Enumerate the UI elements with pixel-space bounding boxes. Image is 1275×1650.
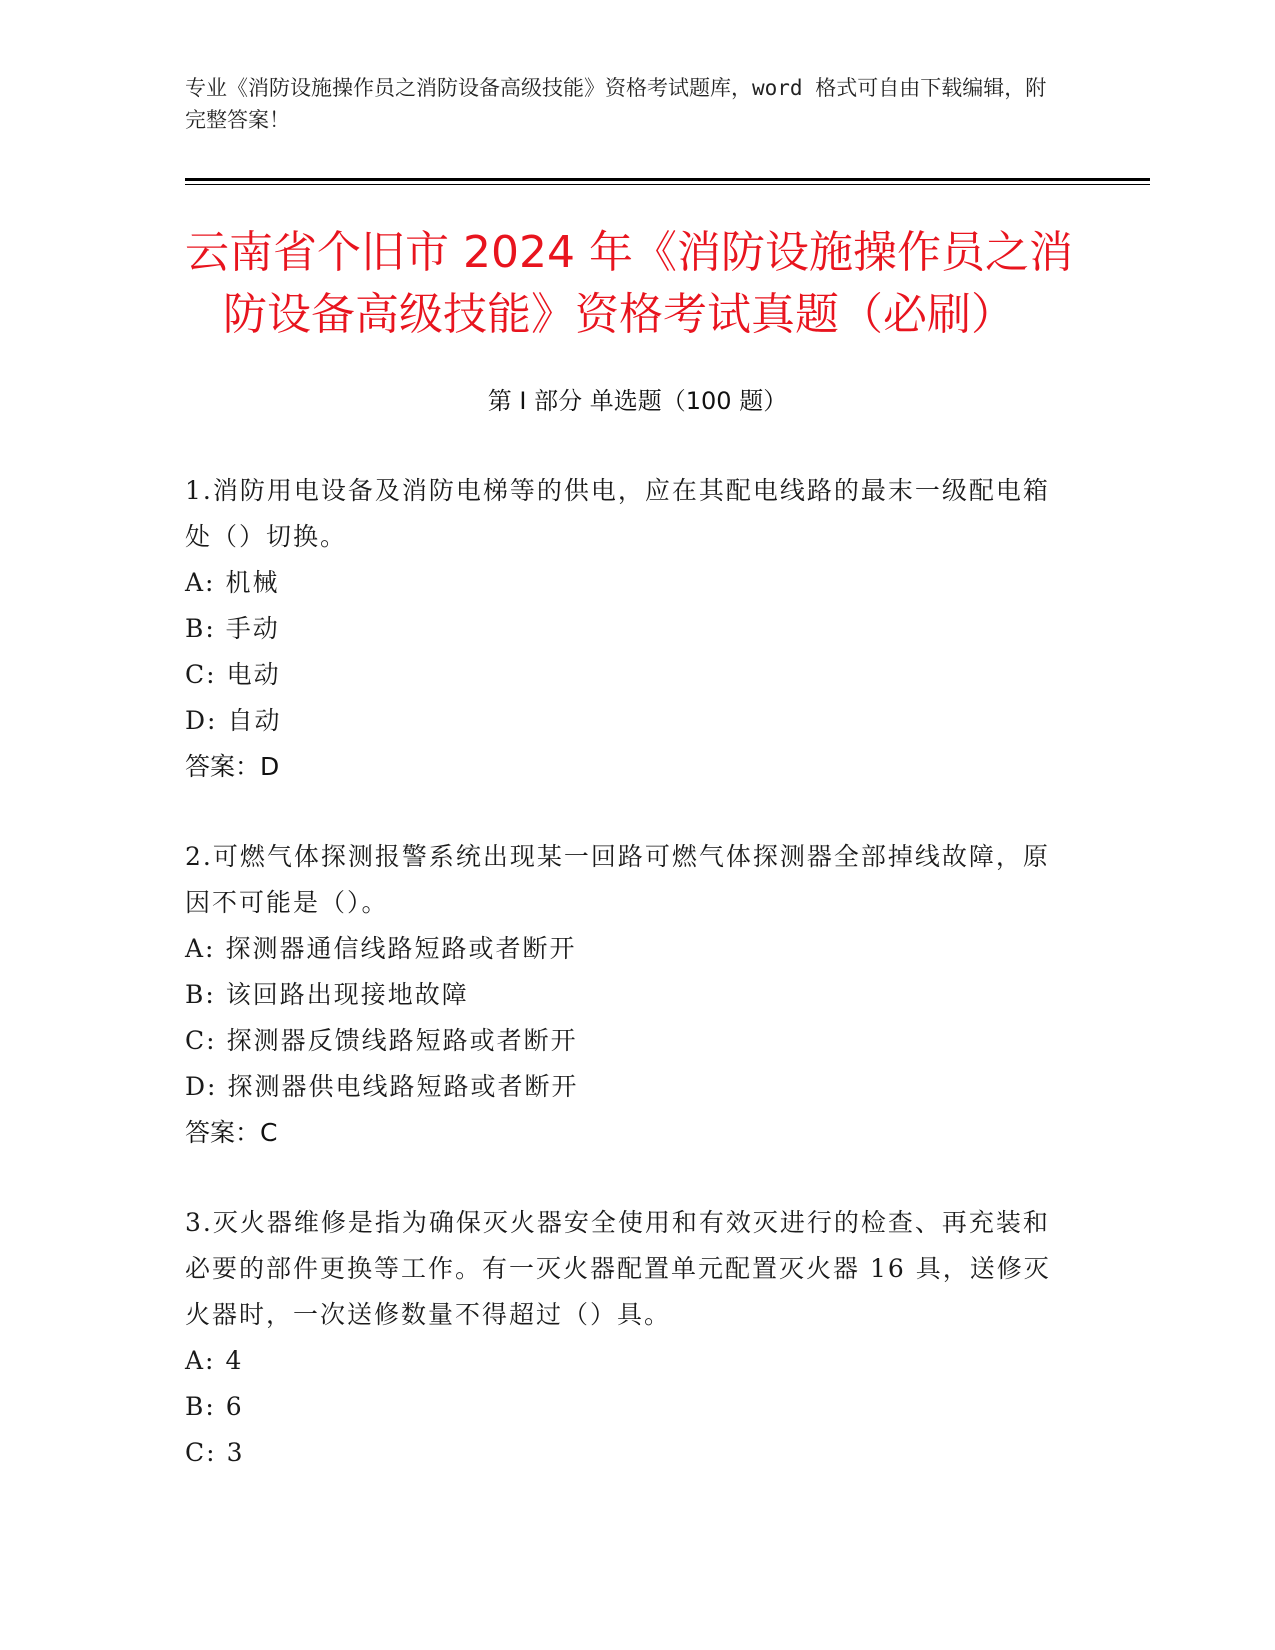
- option-value: 电动: [226, 660, 281, 689]
- question-2: [185, 834, 1065, 1156]
- option-key: C:: [185, 660, 217, 689]
- option-c: [185, 652, 1065, 698]
- option-a: [185, 560, 1065, 606]
- option-key: C:: [185, 1026, 217, 1055]
- option-key: D:: [185, 1072, 218, 1101]
- section-heading: 第 I 部分 单选题（100 题）: [487, 387, 788, 415]
- option-value: 6: [225, 1392, 244, 1421]
- option-value: 探测器反馈线路短路或者断开: [226, 1026, 578, 1055]
- option-key: C:: [185, 1438, 217, 1467]
- question-1: [185, 468, 1065, 790]
- header-divider-thin: [185, 184, 1150, 185]
- option-value: 手动: [225, 614, 280, 643]
- option-key: D:: [185, 706, 218, 735]
- question-text: 3.灭火器维修是指为确保灭火器安全使用和有效灭进行的检查、再充装和必要的部件更换等工作。有一灭火器配置单元配置灭火器 16 具，送修灭火器时，一次送修数量不得超过（）具。: [185, 1208, 1051, 1329]
- option-value: 该回路出现接地故障: [225, 980, 469, 1009]
- answer: 答案：D: [185, 752, 280, 781]
- header-divider-thick: [185, 178, 1150, 181]
- option-key: B:: [185, 1392, 216, 1421]
- option-d: [185, 698, 1065, 744]
- question-3: [185, 1200, 1065, 1476]
- option-c: [185, 1430, 1065, 1476]
- option-b: [185, 606, 1065, 652]
- header-note: 专业《消防设施操作员之消防设备高级技能》资格考试题库，word 格式可自由下载编辑，附完整答案！: [185, 76, 1047, 132]
- option-key: A:: [185, 1346, 216, 1375]
- document-title: [185, 222, 1120, 346]
- option-b: [185, 972, 1065, 1018]
- option-key: A:: [185, 568, 216, 597]
- option-key: B:: [185, 980, 216, 1009]
- question-list: [185, 468, 1065, 1520]
- option-value: 机械: [225, 568, 280, 597]
- option-value: 自动: [227, 706, 282, 735]
- document-title-line1: 云南省个旧市 2024 年《消防设施操作员之消: [185, 227, 1073, 278]
- question-text: 2.可燃气体探测报警系统出现某一回路可燃气体探测器全部掉线故障，原因不可能是（）。: [185, 842, 1050, 917]
- option-c: [185, 1018, 1065, 1064]
- option-key: B:: [185, 614, 216, 643]
- option-value: 4: [225, 1346, 244, 1375]
- option-value: 探测器通信线路短路或者断开: [225, 934, 577, 963]
- answer: 答案：C: [185, 1118, 278, 1147]
- option-key: A:: [185, 934, 216, 963]
- question-text: 1.消防用电设备及消防电梯等的供电，应在其配电线路的最末一级配电箱处（）切换。: [185, 476, 1050, 551]
- option-a: [185, 926, 1065, 972]
- option-b: [185, 1384, 1065, 1430]
- option-d: [185, 1064, 1065, 1110]
- document-title-line2: 防设备高级技能》资格考试真题（必刷）: [223, 289, 1015, 340]
- option-a: [185, 1338, 1065, 1384]
- option-value: 探测器供电线路短路或者断开: [227, 1072, 579, 1101]
- option-value: 3: [226, 1438, 245, 1467]
